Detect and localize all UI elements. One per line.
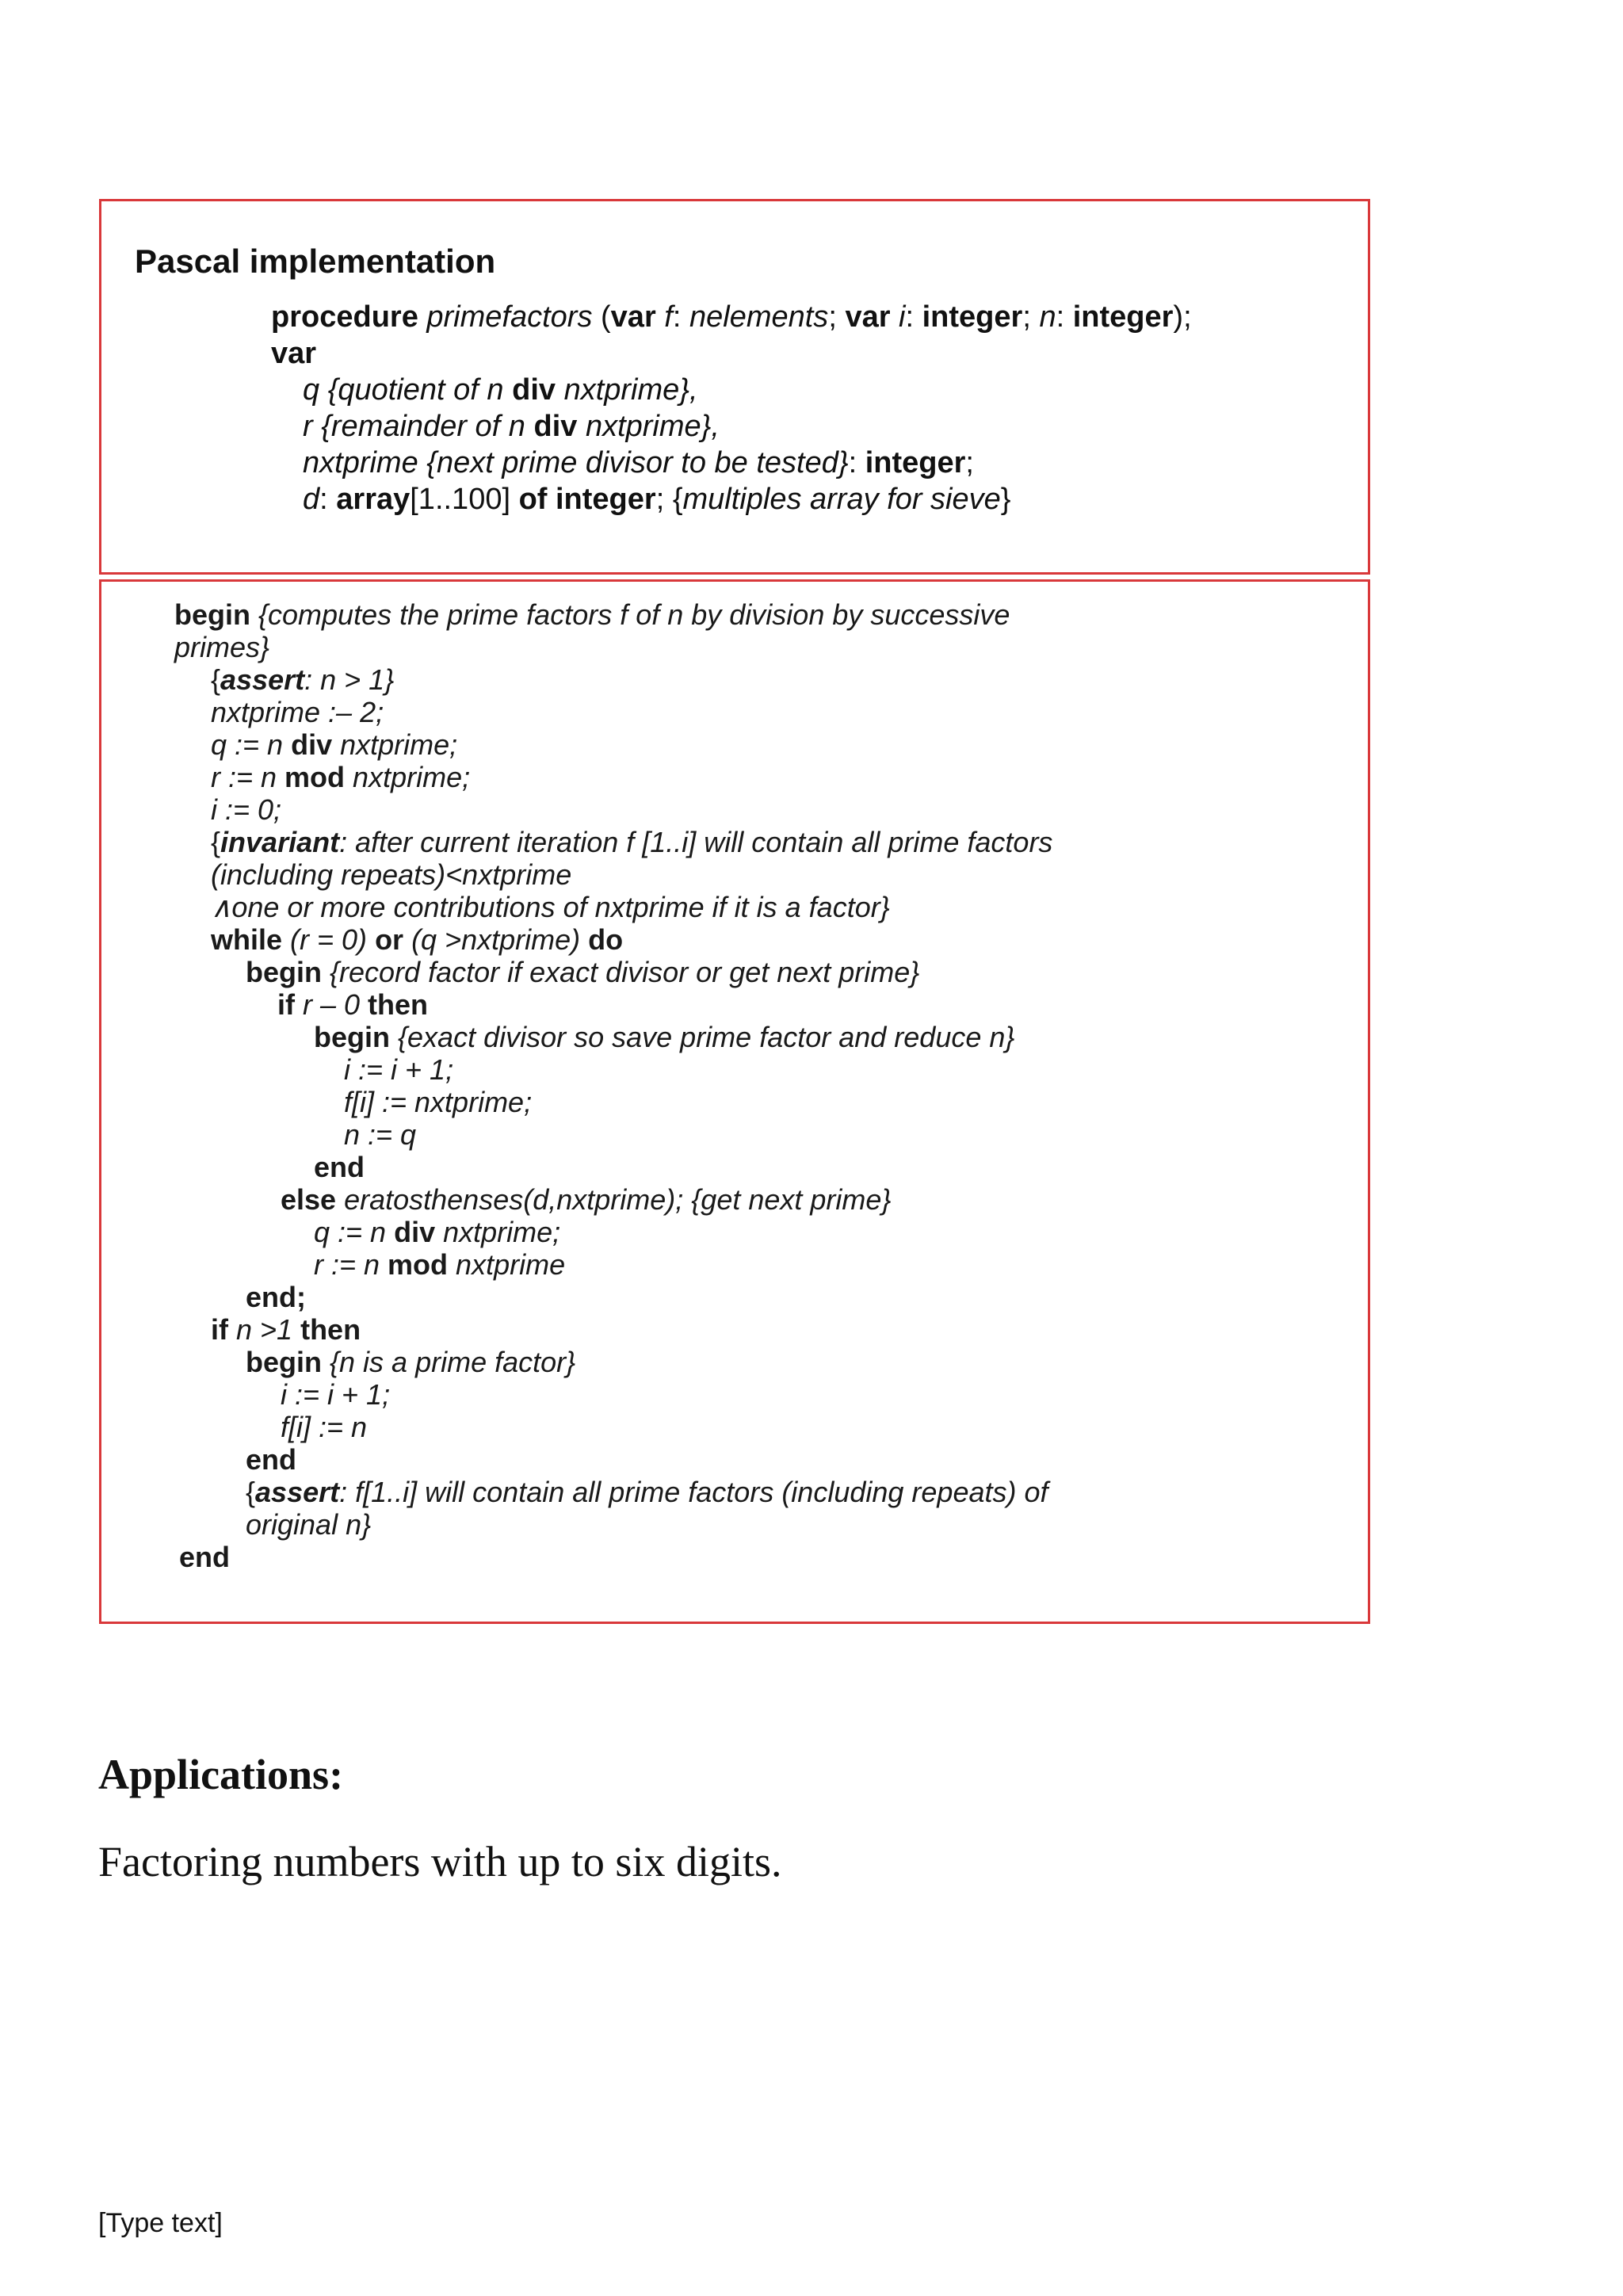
code-token: { xyxy=(211,663,221,696)
code-token: d xyxy=(303,483,320,516)
code-token: begin xyxy=(246,1346,322,1378)
code-token: begin xyxy=(246,956,322,988)
code-token: end xyxy=(314,1151,365,1183)
code-token: do xyxy=(588,923,624,956)
code-token: n >1 xyxy=(228,1313,301,1346)
code-token: var xyxy=(271,337,317,370)
code-line xyxy=(314,1150,365,1185)
code-token: : xyxy=(1056,300,1073,334)
code-line xyxy=(211,825,1052,860)
code-line xyxy=(314,1020,1014,1055)
code-line xyxy=(211,858,571,892)
decl-line xyxy=(303,372,698,407)
code-token: { xyxy=(211,826,221,858)
code-token: assert xyxy=(255,1476,340,1508)
code-token: nxtprime xyxy=(448,1248,566,1281)
code-line xyxy=(246,1345,575,1380)
code-token: if xyxy=(277,988,295,1021)
code-line xyxy=(246,1280,306,1315)
code-token: : n > 1} xyxy=(304,663,395,696)
code-token: integer xyxy=(922,300,1023,334)
pascal-code-box xyxy=(99,579,1370,1624)
applications-text: Factoring numbers with up to six digits. xyxy=(98,1838,782,1885)
code-token: nxtprime {next prime divisor to be tested} xyxy=(303,446,849,479)
code-token: f xyxy=(655,300,673,334)
code-token: var xyxy=(845,300,891,334)
code-token: r := n xyxy=(314,1248,388,1281)
code-token: : f[1..i] will contain all prime factors (including repeats) of xyxy=(339,1476,1048,1508)
code-token: r {remainder of n xyxy=(303,410,534,443)
code-token: nxtprime}, xyxy=(556,373,698,407)
code-token: original n} xyxy=(246,1508,372,1541)
code-token: nxtprime :– 2; xyxy=(211,696,384,728)
code-token: of integer xyxy=(518,483,656,516)
code-line xyxy=(174,630,269,665)
decl-line xyxy=(303,445,974,480)
code-token: ; xyxy=(965,446,974,479)
code-token: begin xyxy=(174,598,250,631)
code-token: mod xyxy=(388,1248,449,1281)
code-token: nxtprime; xyxy=(345,761,471,793)
code-token: ; xyxy=(1022,300,1040,334)
code-token: mod xyxy=(285,761,346,793)
code-token: (r = 0) xyxy=(282,923,376,956)
code-token: {exact divisor so save prime factor and reduce n} xyxy=(390,1021,1015,1053)
code-line xyxy=(211,728,457,762)
code-token: (q >nxtprime) xyxy=(403,923,589,956)
code-line xyxy=(211,760,470,795)
code-token: div xyxy=(533,410,578,443)
code-token: r := n xyxy=(211,761,285,793)
code-line xyxy=(277,988,428,1022)
code-token: ( xyxy=(592,300,611,334)
code-token: (including repeats)<nxtprime xyxy=(211,858,572,891)
code-token: {record factor if exact divisor or get next prime} xyxy=(322,956,920,988)
footer-placeholder: [Type text] xyxy=(98,2208,223,2238)
code-token: primefactors xyxy=(418,300,593,334)
code-token: eratosthenses(d,nxtprime); {get next prime} xyxy=(336,1183,892,1216)
code-token: var xyxy=(610,300,656,334)
code-token: assert xyxy=(220,663,305,696)
code-line xyxy=(344,1052,453,1087)
decl-line xyxy=(303,409,720,444)
code-token: { xyxy=(246,1476,256,1508)
code-token: integer xyxy=(865,446,966,479)
code-token: i := i + 1; xyxy=(344,1053,454,1086)
code-token: integer xyxy=(1072,300,1174,334)
code-line xyxy=(211,793,281,827)
code-token: : xyxy=(848,446,865,479)
code-token: end; xyxy=(246,1281,306,1313)
code-token: f[i] := nxtprime; xyxy=(344,1086,533,1118)
code-token: n := q xyxy=(344,1118,417,1151)
code-token: invariant xyxy=(220,826,340,858)
code-line xyxy=(179,1540,230,1575)
code-token: while xyxy=(211,923,283,956)
code-token: nxtprime; xyxy=(332,728,458,761)
code-token: n xyxy=(1039,300,1056,334)
code-token: ; xyxy=(828,300,846,334)
code-token: nxtprime}, xyxy=(577,410,720,443)
code-token: : xyxy=(319,483,337,516)
code-token: f[i] := n xyxy=(281,1411,368,1443)
code-line xyxy=(211,1312,361,1347)
code-token: or xyxy=(375,923,404,956)
code-line xyxy=(246,1442,296,1477)
code-token: ∧one or more contributions of nxtprime if it is a factor} xyxy=(211,891,890,923)
code-token: then xyxy=(300,1313,361,1346)
code-token: i := i + 1; xyxy=(281,1378,391,1411)
code-token: q {quotient of n xyxy=(303,373,513,407)
code-line xyxy=(344,1117,416,1152)
code-token: q := n xyxy=(314,1216,395,1248)
code-token: if xyxy=(211,1313,228,1346)
applications-heading: Applications: xyxy=(98,1751,344,1798)
code-token: div xyxy=(291,728,333,761)
code-line xyxy=(281,1377,390,1412)
code-token: nxtprime; xyxy=(435,1216,561,1248)
code-line xyxy=(246,1507,371,1542)
code-token: : xyxy=(905,300,922,334)
code-token: then xyxy=(368,988,429,1021)
code-token: array xyxy=(336,483,411,516)
decl-line xyxy=(271,336,316,371)
decl-line xyxy=(303,482,1010,517)
pascal-heading: Pascal implementation xyxy=(135,243,496,280)
code-line xyxy=(314,1215,560,1250)
code-token: div xyxy=(512,373,556,407)
code-line xyxy=(246,955,919,990)
code-token: div xyxy=(394,1216,436,1248)
pascal-declaration-box xyxy=(99,199,1370,575)
code-token: end xyxy=(179,1541,231,1573)
code-token: r – 0 xyxy=(295,988,369,1021)
code-line xyxy=(211,923,623,957)
code-token: } xyxy=(1000,483,1011,516)
code-token: procedure xyxy=(271,300,418,334)
code-line xyxy=(246,1475,1048,1510)
decl-line xyxy=(271,300,1192,334)
code-token: ); xyxy=(1173,300,1192,334)
code-line xyxy=(281,1182,891,1217)
code-token: end xyxy=(246,1443,297,1476)
code-token: begin xyxy=(314,1021,390,1053)
code-line xyxy=(314,1247,565,1282)
code-token: i := 0; xyxy=(211,793,282,826)
code-line xyxy=(281,1410,367,1445)
code-line xyxy=(174,598,1010,632)
code-token: i xyxy=(890,300,906,334)
code-token: primes} xyxy=(174,631,270,663)
code-token: [1..100] xyxy=(410,483,519,516)
code-line xyxy=(211,890,890,925)
code-token: nelements xyxy=(689,300,829,334)
code-line xyxy=(344,1085,532,1120)
code-token: {n is a prime factor} xyxy=(322,1346,576,1378)
code-token: ; { xyxy=(655,483,683,516)
code-token: : after current iteration f [1..i] will contain all prime factors xyxy=(339,826,1053,858)
code-token: else xyxy=(281,1183,337,1216)
code-token: : xyxy=(672,300,689,334)
code-token: {computes the prime factors f of n by division by successive xyxy=(250,598,1010,631)
code-token: q := n xyxy=(211,728,292,761)
code-line xyxy=(211,695,384,730)
code-line xyxy=(211,663,394,697)
code-token: multiples array for sieve xyxy=(682,483,1001,516)
